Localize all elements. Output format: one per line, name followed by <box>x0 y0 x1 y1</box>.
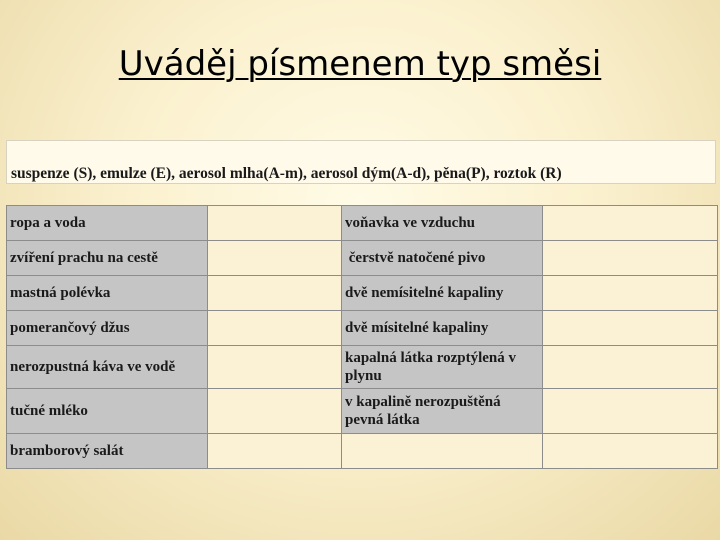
legend-row <box>6 140 716 184</box>
mixture-name-cell: bramborový salát <box>7 434 208 469</box>
answer-cell[interactable] <box>543 241 718 276</box>
mixture-name-cell: kapalná látka rozptýlená v plynu <box>342 346 543 389</box>
table-row <box>7 389 718 434</box>
mixture-name-cell: mastná polévka <box>7 276 208 311</box>
answer-cell[interactable] <box>208 434 342 469</box>
mixture-name-cell: voňavka ve vzduchu <box>342 206 543 241</box>
table-row <box>7 346 718 389</box>
mixture-types-legend: suspenze (S), emulze (E), aerosol mlha(A-m), aerosol dým(A-d), pěna(P), roztok (R) <box>11 165 562 182</box>
answer-cell[interactable] <box>543 346 718 389</box>
table-row <box>7 206 718 241</box>
page-title: Uváděj písmenem typ směsi <box>118 44 602 84</box>
answer-cell[interactable] <box>543 389 718 434</box>
answer-cell[interactable] <box>208 311 342 346</box>
mixture-name-cell: zvíření prachu na cestě <box>7 241 208 276</box>
answer-cell[interactable] <box>208 346 342 389</box>
table-row <box>7 311 718 346</box>
mixture-name-cell: tučné mléko <box>7 389 208 434</box>
mixture-name-cell: nerozpustná káva ve vodě <box>7 346 208 389</box>
mixtures-table <box>6 205 718 469</box>
table-row <box>7 276 718 311</box>
mixture-name-cell: čerstvě natočené pivo <box>342 241 543 276</box>
mixture-name-cell: dvě mísitelné kapaliny <box>342 311 543 346</box>
answer-cell[interactable] <box>543 276 718 311</box>
mixture-name-cell: pomerančový džus <box>7 311 208 346</box>
mixture-name-cell: dvě nemísitelné kapaliny <box>342 276 543 311</box>
table-row <box>7 434 718 469</box>
mixture-name-cell: ropa a voda <box>7 206 208 241</box>
table-row <box>7 241 718 276</box>
answer-cell[interactable] <box>208 276 342 311</box>
empty-cell <box>543 434 718 469</box>
answer-cell[interactable] <box>543 311 718 346</box>
empty-cell <box>342 434 543 469</box>
answer-cell[interactable] <box>208 389 342 434</box>
answer-cell[interactable] <box>208 206 342 241</box>
answer-cell[interactable] <box>208 241 342 276</box>
mixture-name-cell: v kapalině nerozpuštěná pevná látka <box>342 389 543 434</box>
answer-cell[interactable] <box>543 206 718 241</box>
